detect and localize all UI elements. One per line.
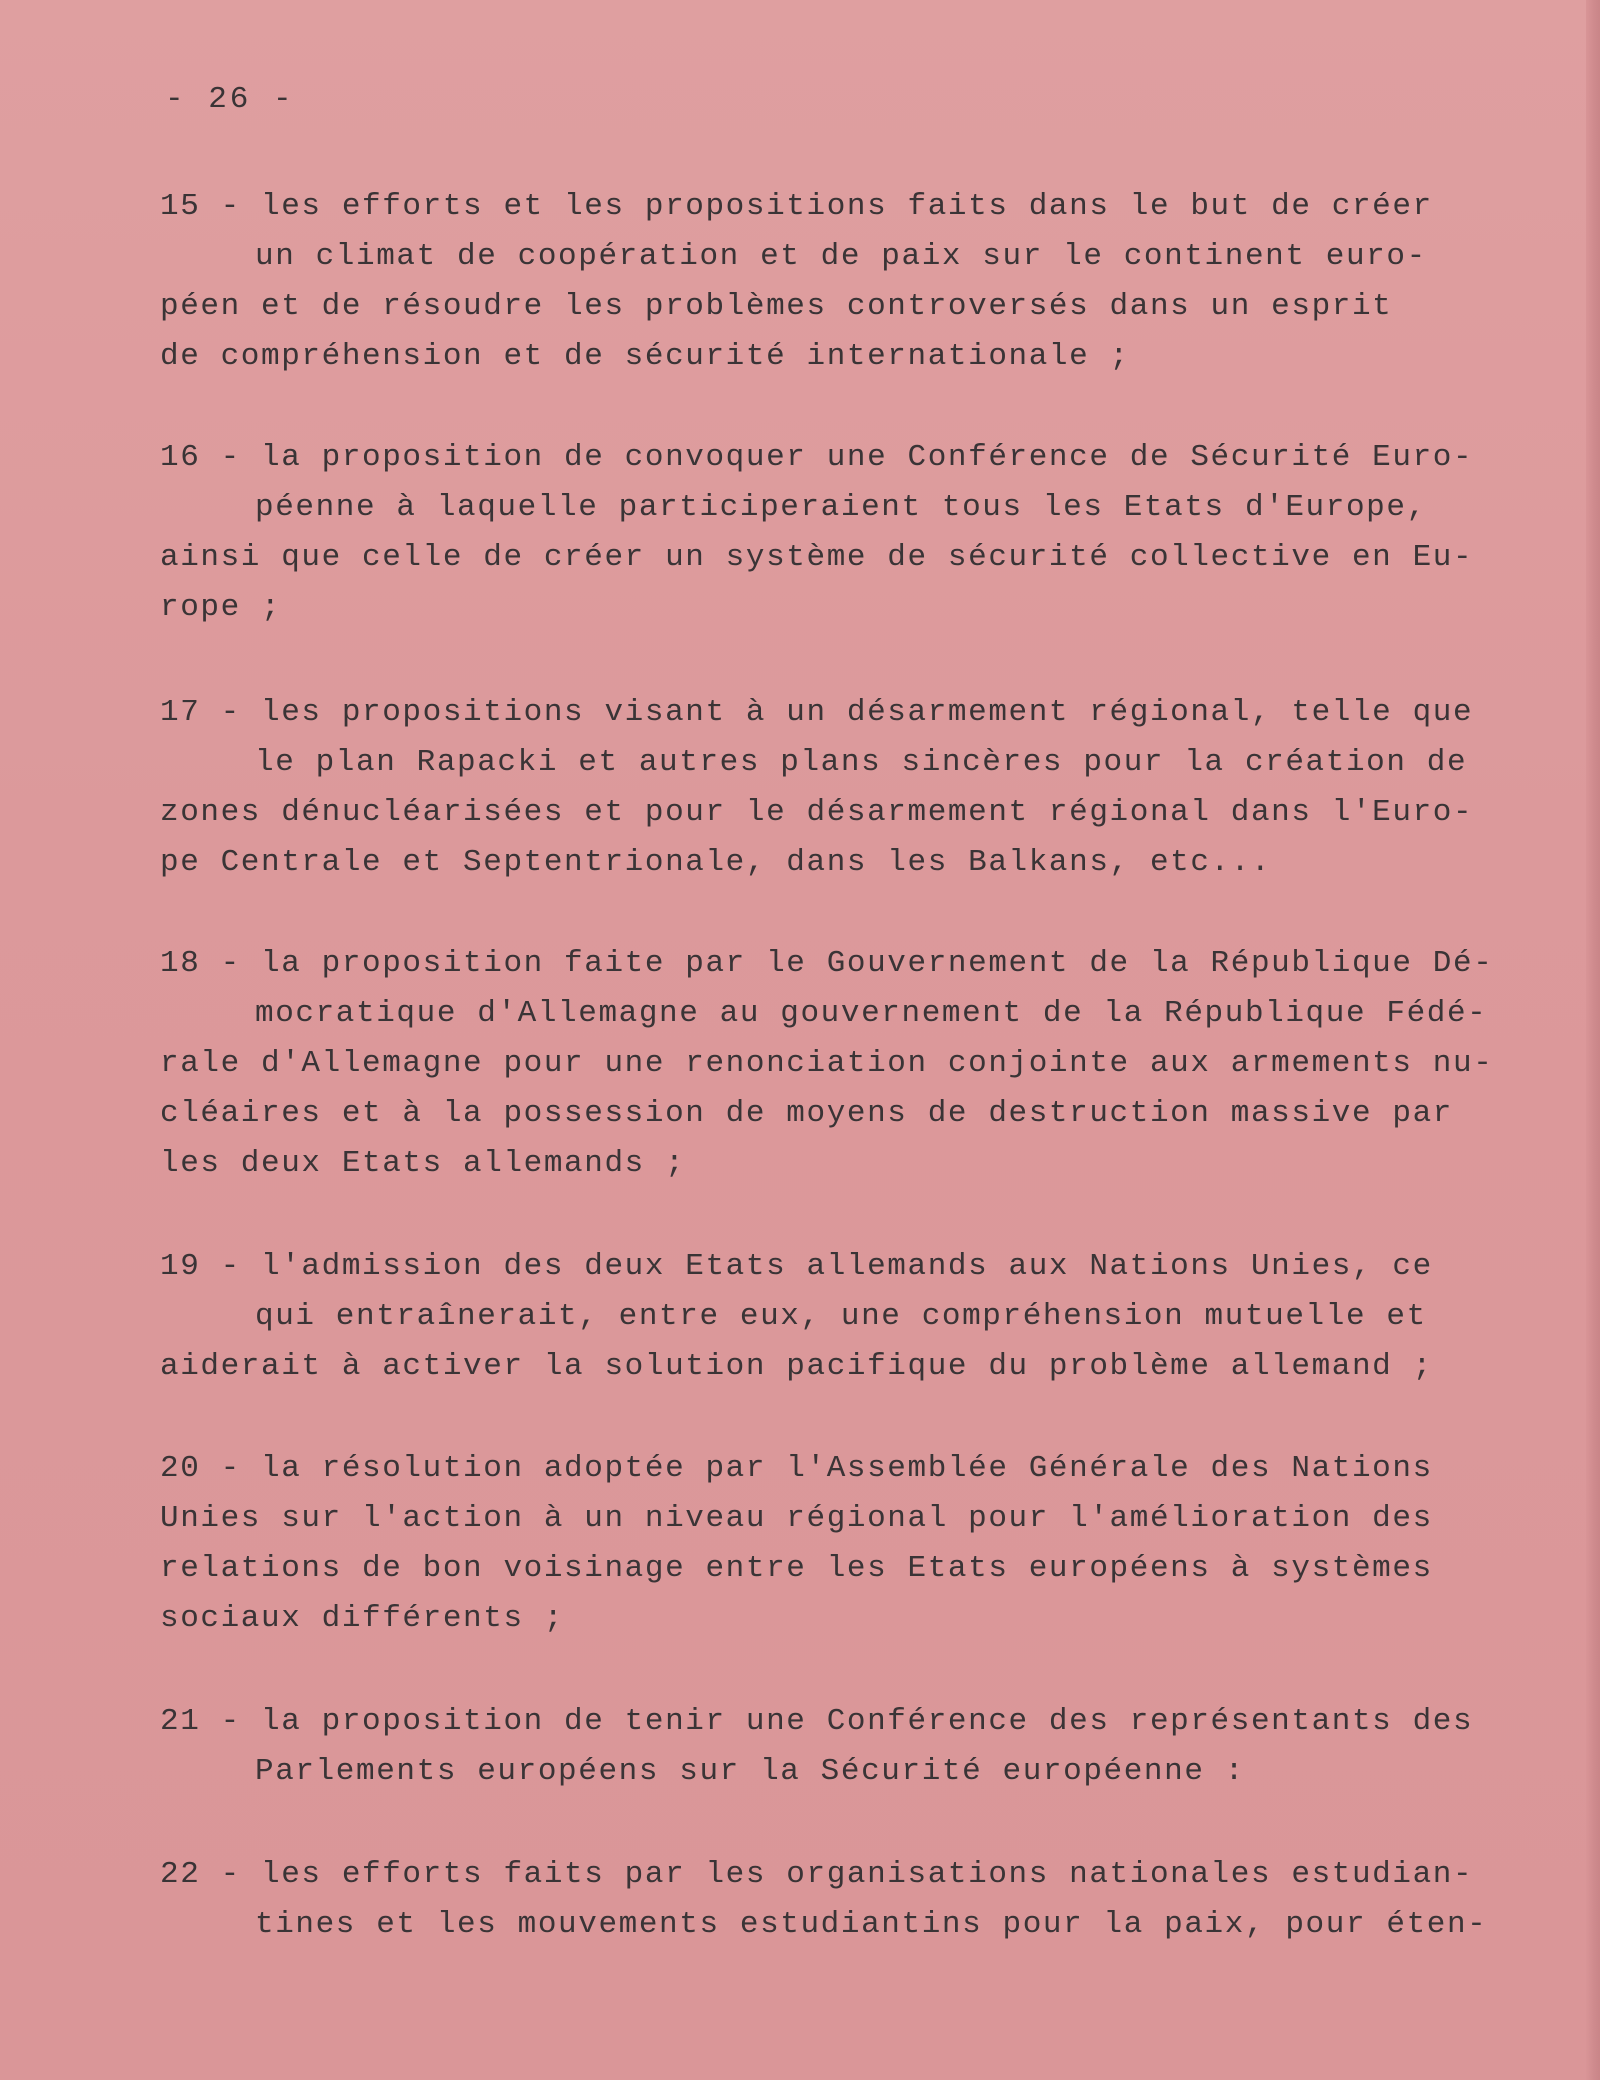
item-line: un climat de coopération et de paix sur le continent euro- [255, 239, 1427, 274]
list-item-17 [160, 688, 1490, 888]
list-item-19 [160, 1242, 1490, 1392]
page-edge-shadow [1586, 0, 1600, 2080]
item-line: rope ; [160, 590, 282, 625]
list-item-16 [160, 433, 1490, 633]
item-line: 22 - les efforts faits par les organisations nationales estudian- [160, 1857, 1474, 1892]
item-line: pe Centrale et Septentrionale, dans les Balkans, etc... [160, 845, 1272, 880]
item-line: zones dénucléarisées et pour le désarmement régional dans l'Euro- [160, 795, 1474, 830]
item-line: mocratique d'Allemagne au gouvernement de la République Fédé- [255, 996, 1488, 1031]
item-line: 17 - les propositions visant à un désarmement régional, telle que [160, 695, 1474, 730]
item-line: 21 - la proposition de tenir une Conférence des représentants des [160, 1704, 1474, 1739]
item-line: péenne à laquelle participeraient tous les Etats d'Europe, [255, 490, 1427, 525]
list-item-20 [160, 1444, 1490, 1644]
item-line: le plan Rapacki et autres plans sincères pour la création de [255, 745, 1468, 780]
item-line: cléaires et à la possession de moyens de destruction massive par [160, 1096, 1453, 1131]
item-line: de compréhension et de sécurité internationale ; [160, 339, 1130, 374]
item-line: aiderait à activer la solution pacifique du problème allemand ; [160, 1349, 1433, 1384]
item-line: Unies sur l'action à un niveau régional pour l'amélioration des [160, 1501, 1433, 1536]
list-item-15 [160, 182, 1490, 382]
list-item-21 [160, 1697, 1490, 1797]
item-line: relations de bon voisinage entre les Etats européens à systèmes [160, 1551, 1433, 1586]
item-line: ainsi que celle de créer un système de sécurité collective en Eu- [160, 540, 1474, 575]
item-line: rale d'Allemagne pour une renonciation conjointe aux armements nu- [160, 1046, 1494, 1081]
item-line: 18 - la proposition faite par le Gouvernement de la République Dé- [160, 946, 1494, 981]
page-number: - 26 - [165, 82, 295, 117]
item-line: les deux Etats allemands ; [160, 1146, 686, 1181]
item-line: Parlements européens sur la Sécurité européenne : [255, 1754, 1245, 1789]
item-line: sociaux différents ; [160, 1601, 565, 1636]
list-item-22 [160, 1850, 1490, 1950]
item-line: qui entraînerait, entre eux, une compréhension mutuelle et [255, 1299, 1427, 1334]
item-line: 16 - la proposition de convoquer une Conférence de Sécurité Euro- [160, 440, 1474, 475]
item-line: 20 - la résolution adoptée par l'Assemblée Générale des Nations [160, 1451, 1433, 1486]
item-line: péen et de résoudre les problèmes controversés dans un esprit [160, 289, 1393, 324]
item-line: 19 - l'admission des deux Etats allemands aux Nations Unies, ce [160, 1249, 1433, 1284]
list-item-18 [160, 939, 1494, 1189]
item-line: 15 - les efforts et les propositions faits dans le but de créer [160, 189, 1433, 224]
item-line: tines et les mouvements estudiantins pour la paix, pour éten- [255, 1907, 1488, 1942]
